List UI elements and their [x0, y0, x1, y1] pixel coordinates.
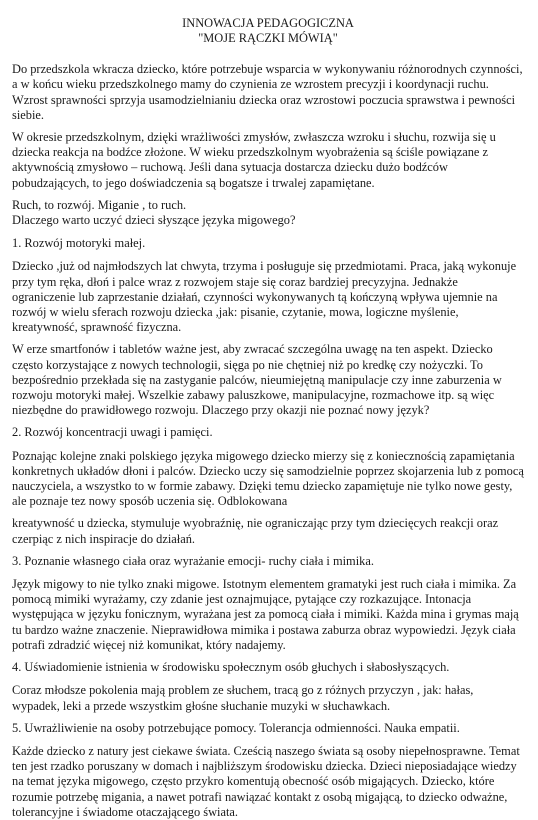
paragraph-memory: Poznając kolejne znaki polskiego języka migowego dziecko mierzy się z koniecznością zapamiętania konkretnych układów dłoni i palców. Dziecko uczy się samodzielnie poprzez skojarzenia lub z pomocą nauczyciela, a wszystko to w formie zabawy. Dzięki temu dziecko zapamiętuje nie tylko nowe gesty, ale poznaje tez nowy sposób uczenia się. Odblokowana [12, 448, 524, 509]
paragraph-question: Dlaczego warto uczyć dzieci słyszące języka migowego? [12, 213, 296, 228]
paragraph-empathy: Każde dziecko z natury jest ciekawe świata. Cześcią naszego świata są osoby niepełnosprawne. Temat ten jest rzadko poruszany w domach i najbliższym środowisku dziecka. Dzieci nieposiadające wiedzy na temat języka migowego, często przykro komentują obecność osób migających. Dziecko, które rozumie potrzebę migania, a nawet potrafi nawiązać kontakt z osobą migającą, to dziecko odważne, tolerancyjne i świadome otaczającego świata. [12, 743, 520, 819]
paragraph-hearing-loss: Coraz młodsze pokolenia mają problem ze słuchem, tracą go z różnych przyczyn , jak: hałas, wypadek, leki a przede wszystkim głośne słuchanie muzyki w słuchawkach. [12, 683, 474, 713]
section-heading-1: 1. Rozwój motoryki małej. [12, 236, 146, 251]
paragraph-intro: Do przedszkola wkracza dziecko, które potrzebuje wsparcia w wykonywaniu różnorodnych czynności, a w końcu wieku przedszkolnego mamy do czynienia ze wzrostem precyzji i koordynacji ruchu. Wzrost sprawności sprzyja usamodzielnianiu dziecka oraz wzrostowi poczucia sprawstwa i pewności siebie. [12, 62, 523, 122]
section-heading-4: 4. Uświadomienie istnienia w środowisku społecznym osób głuchych i słabosłyszących. [12, 660, 450, 675]
paragraph-motto: Ruch, to rozwój. Miganie , to ruch. [12, 197, 187, 212]
paragraph-body-language: Język migowy to nie tylko znaki migowe. Istotnym elementem gramatyki jest ruch ciała i mimika. Za pomocą mimiki wyrażamy, czy zdanie jest oznajmujące, pytające czy rozkazujące. Intonacja występująca w języku fonicznym, wyrażana jest za pomocą ciała i mimiki. Każda mina i grymas mają tu bardzo ważne znaczenie. Nieprawidłowa mimika i postawa zaburza obraz wypowiedzi. Język ciała potrafi zdradzić więcej niż komunikat, który nadajemy. [12, 577, 519, 652]
section-heading-2: 2. Rozwój koncentracji uwagi i pamięci. [12, 425, 213, 440]
title-line-1: INNOWACJA PEDAGOGICZNA [182, 16, 354, 30]
paragraph-motor-skills: Dziecko ,już od najmłodszych lat chwyta, trzyma i posługuje się przedmiotami. Praca, jaką wykonuje przy tym ręka, dłoń i palce wraz z rozwojem staje się coraz bardziej precyzyjna. Jednakże ograniczenie lub zaprzestanie działań, czynności wykonywanych tą kończyną wpływa ujemnie na rozwój w wielu sferach rozwoju dziecka ,jak: pisanie, czytanie, mowa, logiczne myślenie, kreatywność, sprawność fizyczna. [12, 259, 517, 335]
title-line-2: "MOJE RĄCZKI MÓWIĄ" [198, 30, 338, 45]
section-heading-5: 5. Uwrażliwienie na osoby potrzebujące pomocy. Tolerancja odmienności. Nauka empatii. [12, 720, 460, 735]
paragraph-preschool-senses: W okresie przedszkolnym, dzięki wrażliwości zmysłów, zwłaszcza wzroku i słuchu, rozwija się u dziecka reakcja na bodźce złożone. W wieku przedszkolnym wyobrażenia są ściśle powiązane z aktywnością zmysłowo – ruchową. Jeśli dana sytuacja dostarcza dziecku dużo bodźców pobudzających, to jego doświadczenia są bogatsze i trwalej zapamiętane. [12, 130, 496, 190]
document-title [12, 16, 524, 45]
section-heading-3: 3. Poznanie własnego ciała oraz wyrażanie emocji- ruchy ciała i mimika. [12, 553, 374, 568]
paragraph-creativity: kreatywność u dziecka, stymuluje wyobraźnię, nie ograniczając przy tym dziecięcych reakcji oraz czerpiąc z nich inspiracje do działań. [12, 516, 499, 546]
paragraph-smartphones: W erze smartfonów i tabletów ważne jest, aby zwracać szczególna uwagę na ten aspekt. Dziecko często korzystające z nowych technologii, sięga po nie chętniej niż po kredkę czy nożyczki. To bezpośrednio przekłada się na zastyganie palców, nieumiejętną manipulacje czy inne zaburzenia w rozwoju motoryki małej. Wszelkie zabawy paluszkowe, manipulacyjne, rozmachowe itp. są więc niezbędne do prawidłowego rozwoju. Dlaczego przy okazji nie poznać nowy język? [12, 342, 502, 418]
